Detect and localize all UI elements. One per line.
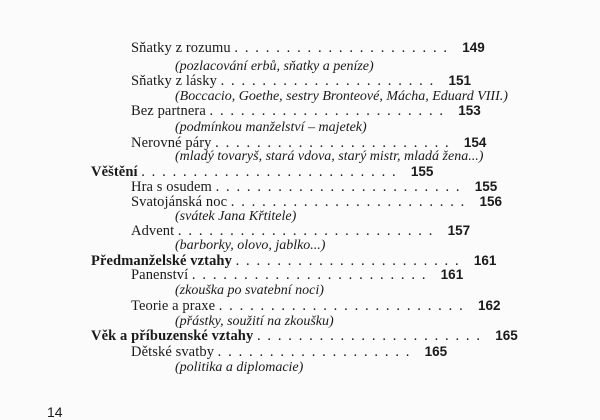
page-number: 165 [424,344,448,359]
leader-dots: . . . . . . . . . . . . . . . . . . . . . . . . . [141,164,398,180]
page-number: 162 [477,298,501,313]
section-title: Předmanželské vztahy [91,253,232,269]
leader-dots: . . . . . . . . . . . . . . . . . . . . . . . . [215,179,462,195]
toc-entry [131,39,485,57]
page-number: 149 [462,40,485,55]
entry-title: Dětské svatby [131,344,215,360]
page-number: 157 [447,223,471,238]
leader-dots: . . . . . . . . . . . . . . . . . . . . . . . . . [177,223,434,239]
leader-dots: . . . . . . . . . . . . . . . . . . . . . . [256,328,482,344]
toc-entry [131,102,481,120]
entry-title: Sňatky z lásky [131,73,217,89]
page-number: 161 [440,267,464,282]
entry-subtitle: (Boccacio, Goethe, sestry Bronteové, Mácha, Eduard VIII.) [175,89,508,104]
leader-dots: . . . . . . . . . . . . . . . . . . . . . [234,40,449,56]
section-title: Věštění [91,164,138,180]
entry-subtitle: (přástky, soužití na zkoušku) [175,314,334,329]
leader-dots: . . . . . . . . . . . . . . . . . . . . . . . [191,267,428,283]
page-number: 153 [458,103,481,118]
entry-subtitle: (podmínkou manželství – majetek) [175,120,367,135]
section-title: Věk a příbuzenské vztahy [91,328,254,344]
page-number: 151 [448,73,471,88]
page-number: 154 [463,135,487,150]
entry-subtitle: (barborky, olovo, jablko...) [175,238,326,253]
leader-dots: . . . . . . . . . . . . . . . . . . . . . . . . [218,298,465,314]
entry-subtitle: (svátek Jana Křtitele) [175,209,297,224]
entry-title: Svatojánská noc [131,194,228,210]
entry-title: Hra s osudem [131,179,212,195]
leader-dots: . . . . . . . . . . . . . . . . . . . . . [220,73,435,89]
leader-dots: . . . . . . . . . . . . . . . . . . . . . . . [209,103,445,119]
leader-dots: . . . . . . . . . . . . . . . . . . . . . . . [215,135,451,151]
entry-title: Panenství [131,267,189,283]
entry-title: Teorie a praxe [131,298,216,314]
entry-title: Advent [131,223,175,239]
page-number: 156 [479,194,503,209]
entry-title: Bez partnera [131,103,206,119]
entry-subtitle: (pozlacování erbů, sňatky a peníze) [175,59,374,74]
entry-subtitle: (politika a diplomacie) [175,360,304,375]
page-number: 161 [473,253,497,268]
entry-subtitle: (zkouška po svatební noci) [175,283,324,298]
leader-dots: . . . . . . . . . . . . . . . . . . . [217,344,411,360]
page-number: 155 [410,164,434,179]
leader-dots: . . . . . . . . . . . . . . . . . . . . . . [235,253,461,269]
page-number: 165 [495,328,518,343]
entry-title: Nerovné páry [131,135,212,151]
entry-subtitle: (mladý tovaryš, stará vdova, starý mistr, mladá žena...) [175,149,484,164]
entry-title: Sňatky z rozumu [131,40,231,56]
leader-dots: . . . . . . . . . . . . . . . . . . . . . . . [230,194,466,210]
page-number: 155 [474,179,498,194]
page-folio: 14 [47,404,63,420]
